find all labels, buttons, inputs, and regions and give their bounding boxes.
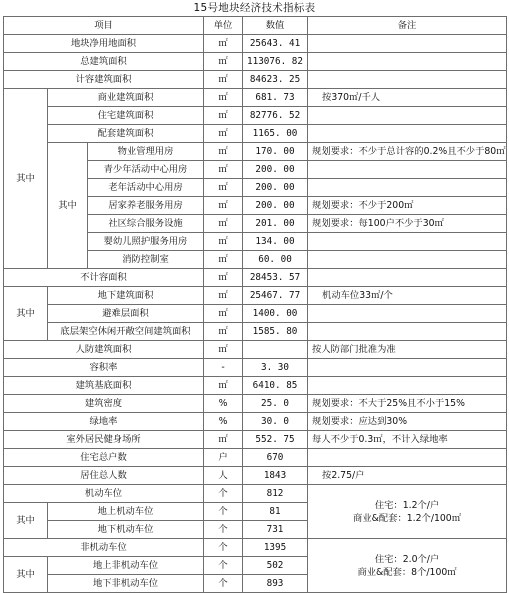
nonmotor-note-line1: 住宅：2.0个/户 <box>374 553 440 565</box>
row-unit: 个 <box>204 539 243 557</box>
group-label: 其中 <box>4 287 48 341</box>
row-label: 物业管理用房 <box>88 143 204 161</box>
row-value: 25467. 77 <box>243 287 308 305</box>
row-value: 200. 00 <box>243 161 308 179</box>
table-row <box>4 395 507 413</box>
table-row <box>4 449 507 467</box>
row-note: 规划要求：不大于25%且不小于15% <box>308 395 507 413</box>
row-value: 25643. 41 <box>243 35 308 53</box>
table-row <box>4 107 507 125</box>
table-row <box>4 269 507 287</box>
row-unit: 个 <box>204 557 243 575</box>
row-label: 底层架空休闲开敞空间建筑面积 <box>48 323 204 341</box>
row-label: 不计容面积 <box>4 269 204 287</box>
row-value: 812 <box>243 485 308 503</box>
table-row <box>4 323 507 341</box>
row-unit: ㎡ <box>204 431 243 449</box>
row-value: 84623. 25 <box>243 71 308 89</box>
row-value: 200. 00 <box>243 197 308 215</box>
row-note <box>308 449 507 467</box>
row-note <box>308 233 507 251</box>
nonmotor-note-line2: 商业&配套：8个/100㎡ <box>357 566 457 578</box>
table-title: 15号地块经济技术指标表 <box>193 2 316 14</box>
row-label: 避难层面积 <box>48 305 204 323</box>
row-value: 502 <box>243 557 308 575</box>
row-unit: ㎡ <box>204 377 243 395</box>
table-row <box>4 71 507 89</box>
table-row <box>4 53 507 71</box>
row-note <box>308 323 507 341</box>
row-note: 规划要求：每100户不少于30㎡ <box>308 215 507 233</box>
row-label: 配套建筑面积 <box>48 125 204 143</box>
row-note <box>308 125 507 143</box>
row-label: 计容建筑面积 <box>4 71 204 89</box>
row-label: 总建筑面积 <box>4 53 204 71</box>
row-label: 室外居民健身场所 <box>4 431 204 449</box>
row-note <box>308 251 507 269</box>
header-row <box>4 17 507 35</box>
row-unit: 个 <box>204 521 243 539</box>
row-unit: ㎡ <box>204 89 243 107</box>
row-note <box>308 269 507 287</box>
row-label: 地块净用地面积 <box>4 35 204 53</box>
row-label: 绿地率 <box>4 413 204 431</box>
row-unit: ㎡ <box>204 71 243 89</box>
row-label: 地上机动车位 <box>48 503 204 521</box>
header-value: 数值 <box>243 17 308 35</box>
row-unit: ㎡ <box>204 341 243 359</box>
row-unit: ㎡ <box>204 35 243 53</box>
row-value: 200. 00 <box>243 179 308 197</box>
row-note <box>308 35 507 53</box>
table-row <box>4 305 507 323</box>
table-row <box>4 341 507 359</box>
row-unit: ㎡ <box>204 161 243 179</box>
row-unit: 户 <box>204 449 243 467</box>
row-unit: 个 <box>204 575 243 593</box>
nonmotor-parking-note <box>308 539 507 593</box>
row-note <box>308 71 507 89</box>
row-unit: ㎡ <box>204 143 243 161</box>
motor-note-line1: 住宅：1.2个/户 <box>374 499 440 511</box>
row-label: 居家养老服务用房 <box>88 197 204 215</box>
group-label: 其中 <box>4 557 48 593</box>
indicator-table <box>3 16 507 593</box>
row-value: 1400. 00 <box>243 305 308 323</box>
row-note: 机动车位33㎡/个 <box>308 287 507 305</box>
table-row <box>4 89 507 107</box>
row-value: 6410. 85 <box>243 377 308 395</box>
row-value: 1585. 80 <box>243 323 308 341</box>
row-note: 规划要求：应达到30% <box>308 413 507 431</box>
header-unit: 单位 <box>204 17 243 35</box>
row-unit: % <box>204 413 243 431</box>
row-unit: ㎡ <box>204 287 243 305</box>
row-label: 住宅建筑面积 <box>48 107 204 125</box>
row-unit: ㎡ <box>204 305 243 323</box>
row-value: 731 <box>243 521 308 539</box>
row-label: 机动车位 <box>4 485 204 503</box>
row-label: 青少年活动中心用房 <box>88 161 204 179</box>
row-unit: ㎡ <box>204 53 243 71</box>
row-note <box>308 161 507 179</box>
row-note <box>308 107 507 125</box>
row-label: 建筑基底面积 <box>4 377 204 395</box>
table-row <box>4 539 507 557</box>
table-row <box>4 485 507 503</box>
row-label: 人防建筑面积 <box>4 341 204 359</box>
row-value: 201. 00 <box>243 215 308 233</box>
row-label: 消防控制室 <box>88 251 204 269</box>
row-unit: ㎡ <box>204 251 243 269</box>
row-label: 社区综合服务设施 <box>88 215 204 233</box>
row-unit: ㎡ <box>204 179 243 197</box>
row-note: 规划要求：不少于总计容的0.2%且不少于80㎡ <box>308 143 507 161</box>
table-row <box>4 431 507 449</box>
row-value: 30. 0 <box>243 413 308 431</box>
row-value <box>243 341 308 359</box>
row-value: 170. 00 <box>243 143 308 161</box>
row-unit: ㎡ <box>204 107 243 125</box>
row-label: 老年活动中心用房 <box>88 179 204 197</box>
table-row <box>4 287 507 305</box>
row-value: 28453. 57 <box>243 269 308 287</box>
row-value: 134. 00 <box>243 233 308 251</box>
row-value: 60. 00 <box>243 251 308 269</box>
table-row <box>4 377 507 395</box>
row-label: 建筑密度 <box>4 395 204 413</box>
row-unit: ㎡ <box>204 125 243 143</box>
row-label: 地上非机动车位 <box>48 557 204 575</box>
row-note <box>308 377 507 395</box>
group-label: 其中 <box>48 143 88 269</box>
row-value: 81 <box>243 503 308 521</box>
row-label: 商业建筑面积 <box>48 89 204 107</box>
row-unit: - <box>204 359 243 377</box>
row-note: 每人不少于0.3㎡，不计入绿地率 <box>308 431 507 449</box>
row-unit: 人 <box>204 467 243 485</box>
row-note: 按2.75/户 <box>308 467 507 485</box>
row-label: 居住总人数 <box>4 467 204 485</box>
row-label: 住宅总户数 <box>4 449 204 467</box>
row-value: 893 <box>243 575 308 593</box>
table-row <box>4 35 507 53</box>
row-value: 1395 <box>243 539 308 557</box>
row-note <box>308 305 507 323</box>
row-unit: % <box>204 395 243 413</box>
row-note <box>308 53 507 71</box>
row-value: 1843 <box>243 467 308 485</box>
row-label: 地下机动车位 <box>48 521 204 539</box>
row-label: 容积率 <box>4 359 204 377</box>
table-row <box>4 467 507 485</box>
row-value: 82776. 52 <box>243 107 308 125</box>
header-item: 项目 <box>4 17 204 35</box>
row-note <box>308 359 507 377</box>
row-unit: ㎡ <box>204 269 243 287</box>
row-note <box>308 179 507 197</box>
row-value: 113076. 82 <box>243 53 308 71</box>
row-note: 按人防部门批准为准 <box>308 341 507 359</box>
row-unit: ㎡ <box>204 233 243 251</box>
row-label: 地下非机动车位 <box>48 575 204 593</box>
row-unit: 个 <box>204 485 243 503</box>
row-value: 1165. 00 <box>243 125 308 143</box>
table-row <box>4 413 507 431</box>
motor-note-line2: 商业&配套：1.2个/100㎡ <box>353 512 462 524</box>
group-label: 其中 <box>4 503 48 539</box>
row-unit: ㎡ <box>204 215 243 233</box>
row-note: 规划要求：不少于200㎡ <box>308 197 507 215</box>
row-label: 非机动车位 <box>4 539 204 557</box>
row-note: 按370㎡/千人 <box>308 89 507 107</box>
group-label: 其中 <box>4 89 48 269</box>
row-unit: 个 <box>204 503 243 521</box>
row-value: 552. 75 <box>243 431 308 449</box>
row-label: 地下建筑面积 <box>48 287 204 305</box>
table-row <box>4 359 507 377</box>
row-value: 3. 30 <box>243 359 308 377</box>
table-row <box>4 125 507 143</box>
table-row <box>4 143 507 161</box>
row-value: 670 <box>243 449 308 467</box>
motor-parking-note <box>308 485 507 539</box>
row-value: 681. 73 <box>243 89 308 107</box>
header-note: 备注 <box>308 17 507 35</box>
row-unit: ㎡ <box>204 323 243 341</box>
row-value: 25. 0 <box>243 395 308 413</box>
row-unit: ㎡ <box>204 197 243 215</box>
row-label: 婴幼儿照护服务用房 <box>88 233 204 251</box>
